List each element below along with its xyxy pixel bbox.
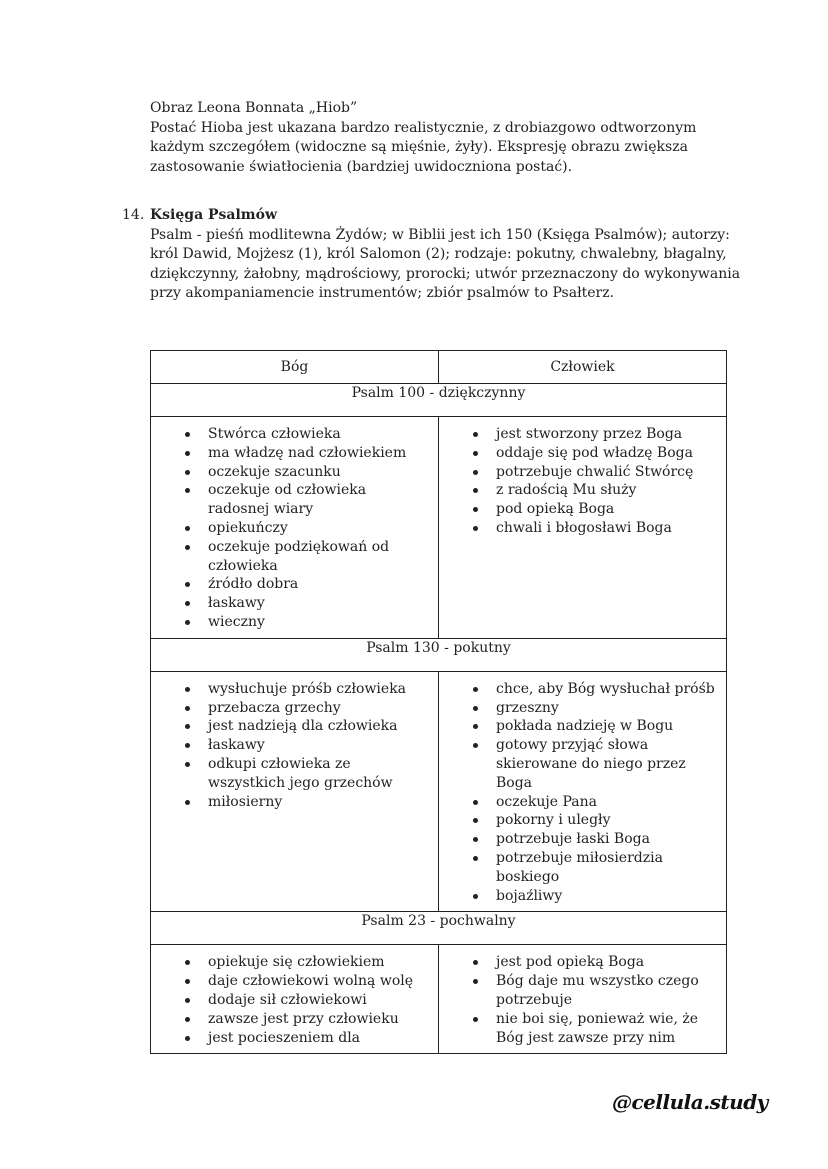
psalm-title: Psalm 130 - pokutny	[151, 638, 727, 671]
list-item: oczekuje od człowieka radosnej wiary	[151, 481, 430, 519]
section-psalms	[122, 206, 752, 304]
list-item: przebacza grzechy	[151, 699, 430, 718]
list-item: łaskawy	[151, 736, 430, 755]
list-item: potrzebuje miłosierdzia boskiego	[439, 849, 718, 887]
list-item: z radością Mu służy	[439, 481, 718, 500]
human-cell	[439, 417, 727, 639]
list-item: chwali i błogosławi Boga	[439, 519, 718, 538]
list-item: gotowy przyjąć słowa skierowane do niego przez Boga	[439, 736, 718, 792]
section-description: Psalm - pieśń modlitewna Żydów; w Biblii jest ich 150 (Księga Psalmów); autorzy: król Dawid, Mojżesz (1), król Salomon (2); rodzaje: pokutny, chwalebny, błagalny, dziękczynny, żałobny, mądrościowy, prorocki; utwór przeznaczony do wykonywania przy akompaniamencie instrumentów; zbiór psalmów to Psałterz.	[150, 226, 741, 301]
section-number: 14.	[122, 207, 145, 223]
god-list	[151, 672, 438, 818]
list-item: miłosierny	[151, 793, 430, 812]
human-list	[439, 672, 726, 912]
section-heading: Księga Psalmów	[150, 207, 278, 223]
list-item: jest nadzieją dla człowieka	[151, 717, 430, 736]
list-item: łaskawy	[151, 594, 430, 613]
list-item: jest stworzony przez Boga	[439, 425, 718, 444]
intro-title: Obraz Leona Bonnata „Hiob”	[150, 100, 358, 116]
list-item: dodaje sił człowiekowi	[151, 991, 430, 1010]
list-item: jest pocieszeniem dla	[151, 1029, 430, 1048]
list-item: Stwórca człowieka	[151, 425, 430, 444]
list-item: Bóg daje mu wszystko czego potrzebuje	[439, 972, 718, 1010]
list-item: chce, aby Bóg wysłuchał próśb	[439, 680, 718, 699]
god-cell	[151, 945, 439, 1054]
list-item: potrzebuje chwalić Stwórcę	[439, 463, 718, 482]
psalms-table-body	[151, 384, 727, 1054]
list-item: potrzebuje łaski Boga	[439, 830, 718, 849]
list-item: ma władzę nad człowiekiem	[151, 444, 430, 463]
list-item: zawsze jest przy człowieku	[151, 1010, 430, 1029]
human-list	[439, 417, 726, 544]
god-list	[151, 417, 438, 638]
psalms-table	[150, 350, 727, 1054]
list-item: opiekuńczy	[151, 519, 430, 538]
list-item: pokłada nadzieję w Bogu	[439, 717, 718, 736]
human-cell	[439, 945, 727, 1054]
list-item: oczekuje Pana	[439, 793, 718, 812]
list-item: bojaźliwy	[439, 887, 718, 906]
list-item: wieczny	[151, 613, 430, 632]
psalm-content-row	[151, 417, 727, 639]
intro-text: Postać Hioba jest ukazana bardzo realistycznie, z drobiazgowo odtworzonym każdym szczegółem (widoczne są mięśnie, żyły). Ekspresję obrazu zwiększa zastosowanie światłocienia (bardziej uwidoczniona postać).	[150, 119, 697, 175]
psalm-title-row	[151, 638, 727, 671]
list-item: grzeszny	[439, 699, 718, 718]
psalm-content-row	[151, 945, 727, 1054]
list-item: oczekuje szacunku	[151, 463, 430, 482]
list-item: opiekuje się człowiekiem	[151, 953, 430, 972]
list-item: nie boi się, ponieważ wie, że Bóg jest zawsze przy nim	[439, 1010, 718, 1048]
human-cell	[439, 671, 727, 912]
list-item: odkupi człowieka ze wszystkich jego grzechów	[151, 755, 430, 793]
list-item: wysłuchuje próśb człowieka	[151, 680, 430, 699]
psalm-content-row	[151, 671, 727, 912]
psalm-title-row	[151, 912, 727, 945]
god-cell	[151, 671, 439, 912]
list-item: oddaje się pod władzę Boga	[439, 444, 718, 463]
god-list	[151, 945, 438, 1053]
psalm-title: Psalm 23 - pochwalny	[151, 912, 727, 945]
psalm-title-row	[151, 384, 727, 417]
human-list	[439, 945, 726, 1053]
god-cell	[151, 417, 439, 639]
header-human: Człowiek	[439, 351, 727, 384]
table-header-row	[151, 351, 727, 384]
list-item: daje człowiekowi wolną wolę	[151, 972, 430, 991]
header-god: Bóg	[151, 351, 439, 384]
list-item: jest pod opieką Boga	[439, 953, 718, 972]
list-item: źródło dobra	[151, 575, 430, 594]
psalm-title: Psalm 100 - dziękczynny	[151, 384, 727, 417]
intro-block	[150, 99, 750, 177]
list-item: pokorny i uległy	[439, 811, 718, 830]
list-item: pod opieką Boga	[439, 500, 718, 519]
watermark-signature: @cellula.study	[612, 1090, 768, 1114]
list-item: oczekuje podziękowań od człowieka	[151, 538, 430, 576]
